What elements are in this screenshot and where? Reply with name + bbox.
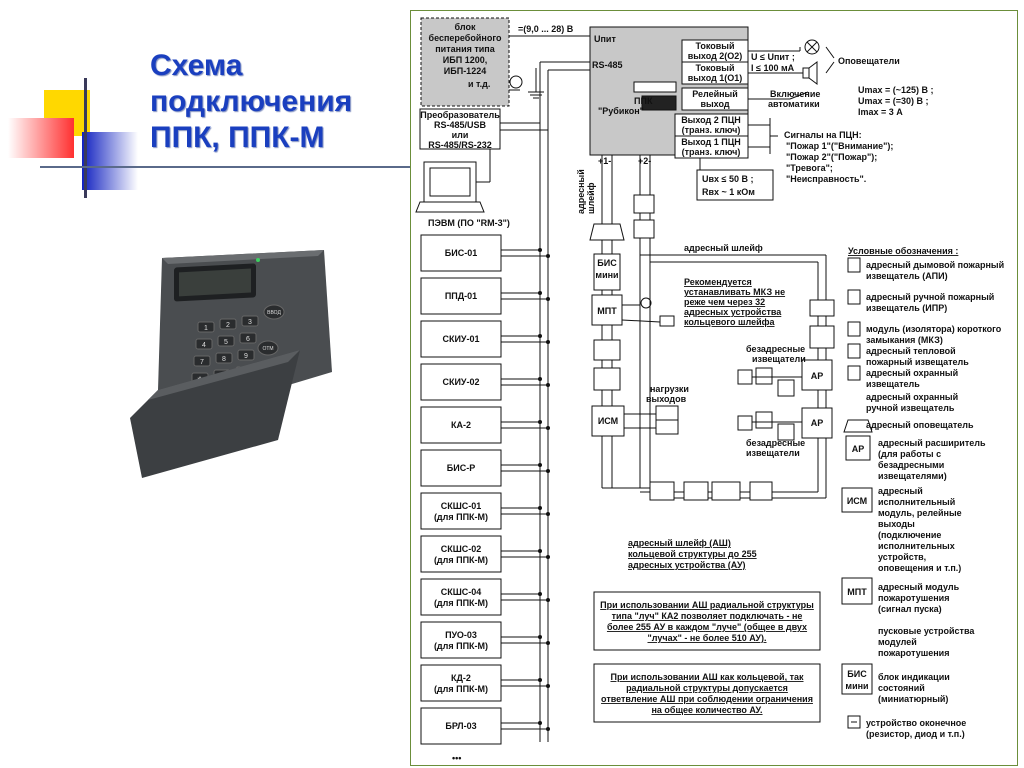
output-loads-2: выходов [646,394,687,404]
legend-line-11-0: блок индикации [878,672,950,682]
relay-limit-3: Imax = 3 А [858,107,903,117]
device-label-7-1: (для ППК-М) [433,555,489,565]
device-label-8-0: СКШС-04 [440,587,482,597]
key-label-0: 1 [204,325,208,332]
legend-line-8-1: исполнительный [878,497,956,507]
ups-line-5: ИБП-1224 [443,66,487,76]
converter-2: RS-485/USB [433,120,487,130]
key-label-6: 7 [200,359,204,366]
legend-box-ar: АР [851,444,865,454]
legend-box-bis-1: БИС [847,669,867,679]
note2-0: При использовании АШ как кольцевой, так [610,672,804,682]
pcn-signals-2: "Пожар 2"("Пожар"); [786,152,878,162]
addr-loop-vert-1: адресный [576,169,586,214]
ups-voltage: =(9,0 ... 28) В [518,24,574,34]
relay-limit-1: Umax = (~125) В ; [858,85,934,95]
legend-line-0-1: извещатель (АПИ) [866,271,948,281]
out-current2-2: выход 2(О2) [687,51,743,61]
legend-line-8-4: (подключение [878,530,942,540]
legend-line-8-7: оповещения и т.п.) [878,563,962,573]
ups-line-2: бесперебойного [428,33,502,43]
note1-1: типа "луч" КА2 позволяет подключать - не [611,611,803,621]
device-label-11-0: БРЛ-03 [445,721,477,731]
current-limit-2: I ≤ 100 мА [751,63,795,73]
legend-line-9-2: (сигнал пуска) [878,604,942,614]
device-label-1-0: ППД-01 [444,291,478,301]
device-label-6-1: (для ППК-М) [433,512,489,522]
out-current1-1: Токовый [695,63,735,73]
pcn-signals-4: "Неисправность". [786,174,867,184]
device-box-6 [421,493,501,529]
key-label-8: 9 [244,353,248,360]
pcn-signals-0: Сигналы на ПЦН: [784,130,862,140]
device-label-3-0: СКИУ-02 [442,377,480,387]
legend-line-8-3: выходы [878,519,915,529]
ring-caption-0: адресный шлейф (АШ) [628,538,731,548]
device-box-8 [421,579,501,615]
key-label-5: 6 [246,336,250,343]
legend-line-9-1: пожаротушения [878,593,950,603]
legend-line-2-0: модуль (изолятора) короткого [866,324,1002,334]
output-loads-1: нагрузки [650,384,689,394]
legend-entries [866,260,1004,739]
device-label-5-0: БИС-Р [446,463,476,473]
legend-line-10-0: пусковые устройства [878,626,975,636]
title-line-2: подключения [150,85,353,118]
legend-line-5-1: ручной извещатель [866,403,955,413]
nonaddr-1a: безадресные [746,344,806,354]
legend-line-11-2: (миниатюрный) [878,694,949,704]
terminal-2: +2- [638,156,652,166]
ppk-name-2: "Рубикон" [598,106,644,116]
legend-box-ism: ИСМ [846,496,868,506]
device-label-9-1: (для ППК-М) [433,641,489,651]
legend-line-1-1: извещатель (ИПР) [866,303,948,313]
legend-line-6-0: адресный оповещатель [866,420,974,430]
out-relay-1: Релейный [692,89,738,99]
recommend-4: кольцевого шлейфа [684,317,775,327]
side-key-label-1: ВВОД [267,310,281,316]
out-pcn1-1: Выход 1 ПЦН [681,137,741,147]
legend-line-10-1: модулей [878,637,917,647]
ppk-name-1: ППК [634,96,653,106]
key-label-1: 2 [226,322,230,329]
device-label-10-1: (для ППК-М) [433,684,489,694]
device-label-10-0: КД-2 [451,673,471,683]
legend-line-7-2: безадресными [878,460,945,470]
automation-2: автоматики [768,99,820,109]
legend-line-12-1: (резистор, диод и т.п.) [866,729,965,739]
legend-line-3-1: пожарный извещатель [866,357,969,367]
ups-line-3: питания типа [435,44,495,54]
recommend-3: адресных устройства [684,307,782,317]
pcn-signals-1: "Пожар 1"("Внимание"); [786,141,894,151]
device-list-ellipsis: ••• [452,753,462,763]
legend-box-mpt: МПТ [847,587,867,597]
legend-line-10-2: пожаротушения [878,648,950,658]
annunciators-label: Оповещатели [838,56,900,66]
legend-box-bis-2: мини [845,681,869,691]
note2-3: на общее количество АУ. [651,705,763,715]
legend-line-8-0: адресный [878,486,923,496]
recommend-2: реже чем через 32 [684,297,766,307]
nonaddr-1b: извещатели [752,354,806,364]
note2-2: ответвление АШ при соблюдении ограничения [601,694,813,704]
out-current1-2: выход 1(О1) [687,73,743,83]
out-pcn2-2: (транз. ключ) [681,125,741,135]
legend-title: Условные обозначения : [848,246,959,256]
legend-line-1-0: адресный ручной пожарный [866,292,995,302]
ism-box-label: ИСМ [597,416,619,426]
device-box-10 [421,665,501,701]
current-limit-1: U ≤ Uпит ; [751,52,795,62]
out-pcn1-2: (транз. ключ) [681,147,741,157]
key-label-7: 8 [222,356,226,363]
rs485-device-list [421,235,550,763]
bis-mini-1: БИС [597,258,617,268]
legend-line-7-3: извещателями) [878,471,947,481]
legend-line-7-0: адресный расширитель [878,438,986,448]
recommend-1: устанавливать МКЗ не [684,287,786,297]
legend-line-11-1: состояний [878,683,925,693]
side-key-label-0: ОТМ [262,346,274,352]
ups-line-4: ИБП 1200, [442,55,488,65]
device-label-9-0: ПУО-03 [445,630,477,640]
nonaddr-2a: безадресные [746,438,806,448]
device-box-9 [421,622,501,658]
bis-mini-2: мини [595,270,619,280]
decor-blue-square [82,132,138,190]
legend-line-5-0: адресный охранный [866,392,959,402]
key-label-3: 4 [202,342,206,349]
key-label-4: 5 [224,339,228,346]
legend-line-12-0: устройство оконечное [866,718,967,728]
converter-4: RS-485/RS-232 [428,140,492,150]
legend-line-8-5: исполнительных [878,541,955,551]
legend-line-0-0: адресный дымовой пожарный [866,260,1005,270]
ring-caption-1: кольцевой структуры до 255 [628,549,757,559]
pcn-limit-1: Uвх ≤ 50 В ; [702,174,754,184]
legend-line-8-6: устройств, [878,552,927,562]
ppk-rs485: RS-485 [592,60,623,70]
ar-box-2: АР [810,418,824,428]
legend-line-7-1: (для работы с [878,449,942,459]
device-label-2-0: СКИУ-01 [442,334,480,344]
nonaddr-2b: извещатели [746,448,800,458]
note2-1: радиальной структуры допускается [626,683,788,693]
ar-box-1: АР [810,371,824,381]
device-label-4-0: КА-2 [451,420,471,430]
decor-red-square [8,118,74,158]
note1-2: более 255 АУ в каждом "луче" (общее в двух [606,622,808,632]
device-label-0-0: БИС-01 [444,248,478,258]
decor-horizontal-line [40,166,412,168]
recommend-0: Рекомендуется [684,277,752,287]
connection-schematic [410,10,1016,764]
addr-loop-top: адресный шлейф [684,243,763,253]
mpt-box-label: МПТ [597,306,617,316]
relay-limit-2: Umax = (=30) В ; [858,96,929,106]
ppk-device-photo [128,250,340,480]
decor-vertical-line [84,78,87,198]
key-label-2: 3 [248,319,252,326]
title-line-3: ППК, ППК-М [150,121,325,154]
ups-line-1: блок [454,22,476,32]
pcn-signals-3: "Тревога"; [786,163,833,173]
pc-label: ПЭВМ (ПО "RM-3") [428,218,510,228]
legend-line-2-1: замыкания (МКЗ) [866,335,943,345]
legend-line-4-0: адресный охранный [866,368,959,378]
out-pcn2-1: Выход 2 ПЦН [681,115,741,125]
ppk-upit: Uпит [594,34,616,44]
ups-line-6: и т.д. [468,79,491,89]
note1-3: "лучах" - не более 510 АУ). [647,633,767,643]
device-label-6-0: СКШС-01 [440,501,482,511]
note1-0: При использовании АШ радиальной структуры [600,600,814,610]
slide-title [150,48,352,156]
converter-1: Преобразователь [420,110,500,120]
device-label-7-0: СКШС-02 [440,544,482,554]
legend-line-8-2: модуль, релейные [878,508,962,518]
legend-line-9-0: адресный модуль [878,582,960,592]
automation-1: Включение [770,89,821,99]
out-current2-1: Токовый [695,41,735,51]
out-relay-2: выход [700,99,730,109]
addr-loop-vert-2: шлейф [586,182,596,214]
device-box-7 [421,536,501,572]
pcn-limit-2: Rвх ~ 1 кОм [702,187,755,197]
title-line-1: Схема [150,49,243,82]
ring-caption-2: адресных устройства (АУ) [628,560,746,570]
legend-line-3-0: адресный тепловой [866,346,956,356]
legend-line-4-1: извещатель [866,379,920,389]
terminal-1: +1- [598,156,612,166]
device-label-8-1: (для ППК-М) [433,598,489,608]
converter-3: или [451,130,469,140]
